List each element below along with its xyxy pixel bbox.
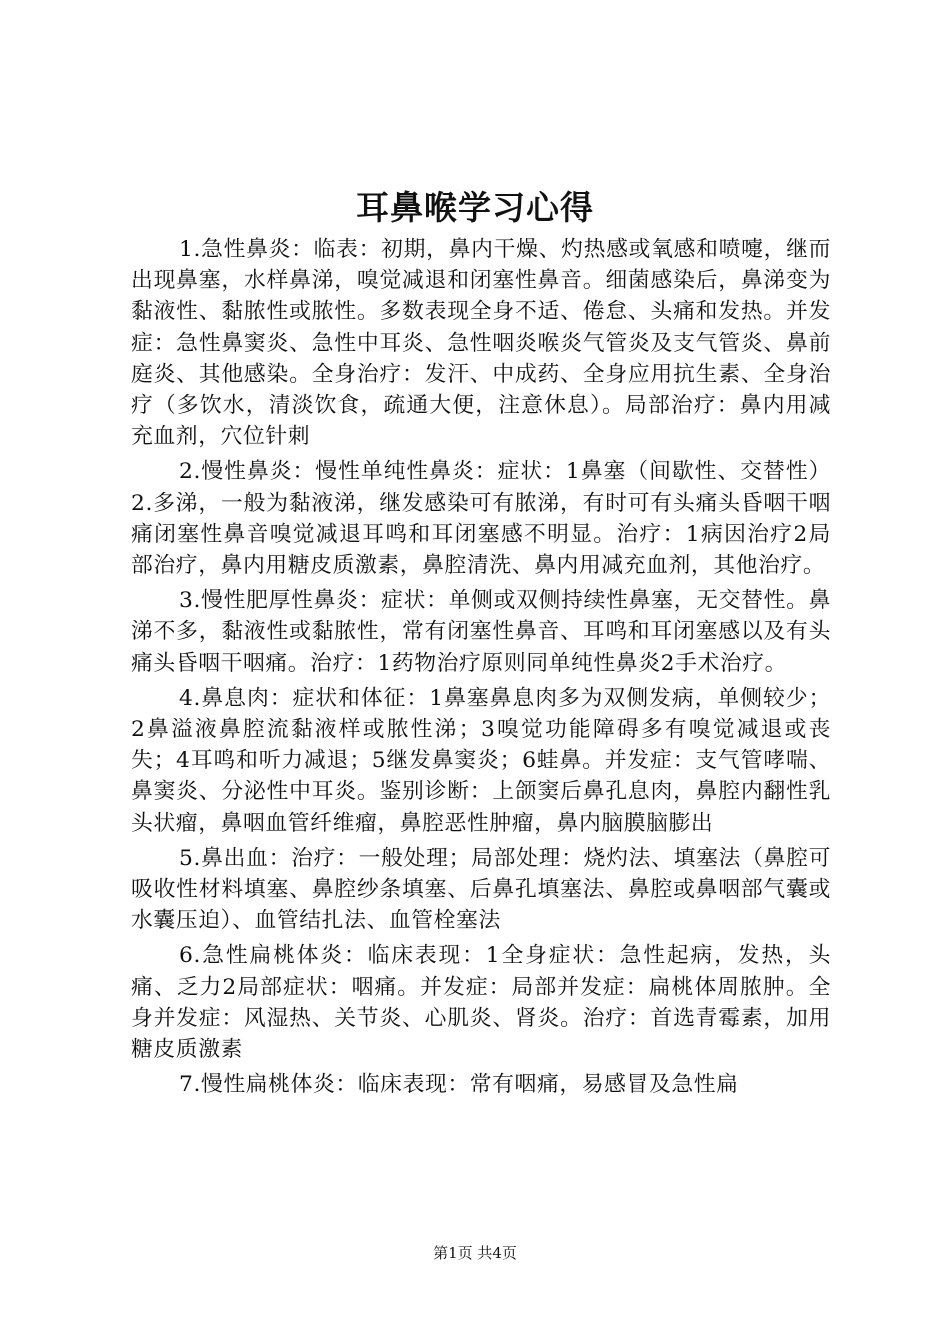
paragraph-chronic-rhinitis: 2.慢性鼻炎：慢性单纯性鼻炎：症状：1鼻塞（间歇性、交替性）2.多涕，一般为黏液涕，继发感染可有脓涕，有时可有头痛头昏咽干咽痛闭塞性鼻音嗅觉减退耳鸣和耳闭塞感不明显。治疗：1病因治疗2局部治疗，鼻内用糖皮质激素，鼻腔清洗、鼻内用减充血剂，其他治疗。 xyxy=(131,459,831,579)
paragraph-hypertrophic-rhinitis: 3.慢性肥厚性鼻炎：症状：单侧或双侧持续性鼻塞，无交替性。鼻涕不多，黏液性或黏脓性，常有闭塞性鼻音、耳鸣和耳闭塞感以及有头痛头昏咽干咽痛。治疗：1药物治疗原则同单纯性鼻炎2手术治疗。 xyxy=(131,588,831,676)
paragraph-acute-rhinitis: 1.急性鼻炎：临表：初期，鼻内干燥、灼热感或氧感和喷嚏，继而出现鼻塞，水样鼻涕，嗅觉减退和闭塞性鼻音。细菌感染后，鼻涕变为黏液性、黏脓性或脓性。多数表现全身不适、倦怠、头痛和发热。并发症：急性鼻窦炎、急性中耳炎、急性咽炎喉炎气管炎及支气管炎、鼻前庭炎、其他感染。全身治疗：发汗、中成药、全身应用抗生素、全身治疗（多饮水，清淡饮食，疏通大便，注意休息）。局部治疗：鼻内用减充血剂，穴位针刺 xyxy=(131,237,831,450)
paragraph-acute-tonsillitis: 6.急性扁桃体炎：临床表现：1全身症状：急性起病，发热，头痛、乏力2局部症状：咽痛。并发症：局部并发症：扁桃体周脓肿。全身并发症：风湿热、关节炎、心肌炎、肾炎。治疗：首选青霉素，加用糖皮质激素 xyxy=(131,943,831,1063)
paragraph-epistaxis: 5.鼻出血：治疗：一般处理；局部处理：烧灼法、填塞法（鼻腔可吸收性材料填塞、鼻腔纱条填塞、后鼻孔填塞法、鼻腔或鼻咽部气囊或水囊压迫）、血管结扎法、血管栓塞法 xyxy=(131,845,831,934)
paragraph-nasal-polyps: 4.鼻息肉：症状和体征：1鼻塞鼻息肉多为双侧发病，单侧较少；2鼻溢液鼻腔流黏液样或脓性涕；3嗅觉功能障碍多有嗅觉减退或丧失；4耳鸣和听力减退；5继发鼻窦炎；6蛙鼻。并发症：支气管哮喘、鼻窦炎、分泌性中耳炎。鉴别诊断：上颌窦后鼻孔息肉，鼻腔内翻性乳头状瘤，鼻咽血管纤维瘤，鼻腔恶性肿瘤，鼻内脑膜脑膨出 xyxy=(131,685,831,836)
document-body xyxy=(131,234,831,1104)
document-title: 耳鼻喉学习心得 xyxy=(356,188,594,227)
paragraph-chronic-tonsillitis: 7.慢性扁桃体炎：临床表现：常有咽痛，易感冒及急性扁 xyxy=(179,1072,739,1098)
page-footer: 第1页 共4页 xyxy=(433,1244,517,1262)
